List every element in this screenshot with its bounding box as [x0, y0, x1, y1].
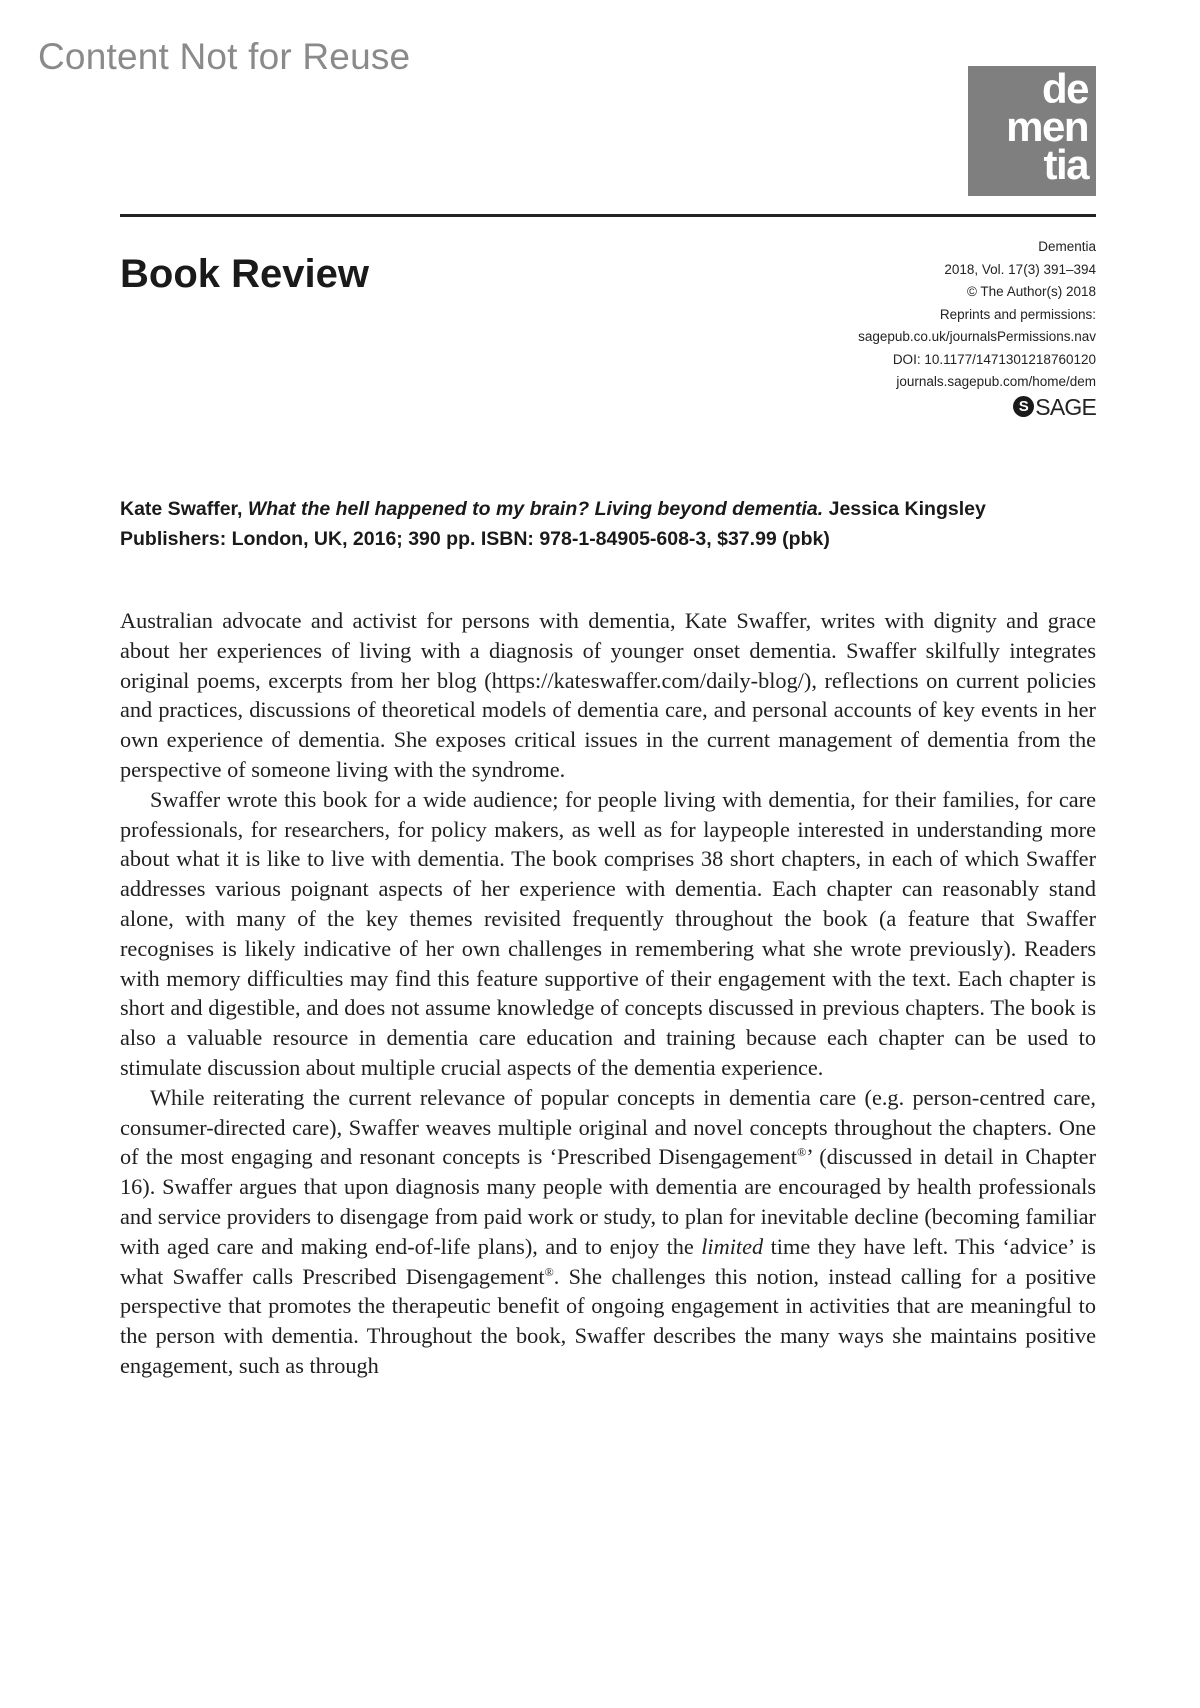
volume-info: 2018, Vol. 17(3) 391–394	[944, 261, 1096, 277]
logo-line-1: de	[1041, 65, 1088, 112]
section-title: Book Review	[120, 252, 369, 296]
sage-icon: S	[1013, 396, 1034, 417]
logo-line-3: tia	[1043, 141, 1088, 188]
journal-logo	[968, 66, 1096, 196]
paragraph-3-part-b: ’ (discussed in detail in Chapter 16). Swaffer argues that upon diagnosis many people with dementia are encouraged by health professionals and service providers to disengage from paid work or study, to plan for inevitable decline (becoming familiar with aged care and making end-of-life plans), and to enjoy the	[120, 1144, 1097, 1259]
permissions-link[interactable]: sagepub.co.uk/journalsPermissions.nav	[858, 329, 1096, 344]
review-body	[120, 606, 1096, 1381]
paragraph-3-part-d: . She challenges this notion, instead calling for a positive perspective that promotes the therapeutic benefit of ongoing engagement in activities that are meaningful to the person with dementia. Throughout the book, Swaffer describes the many ways she maintains positive engagement, such as through	[120, 1263, 1097, 1378]
reprints-label: Reprints and permissions:	[939, 306, 1096, 322]
paragraph-3-part-c: time they have left. This ‘advice’ is what Swaffer calls Prescribed Disengagement	[120, 1233, 1096, 1289]
registered-mark-2: ®	[544, 1264, 554, 1279]
book-citation	[120, 494, 1096, 554]
paragraph-2: Swaffer wrote this book for a wide audience; for people living with dementia, for their families, for care professionals, for researchers, for policy makers, as well as for laypeople interested in understanding more about what it is like to live with dementia. The book comprises 38 short chapters, in each of which Swaffer addresses various poignant aspects of her experience with dementia. Each chapter can reasonably stand alone, with many of the key themes revisited frequently throughout the book (a feature that Swaffer recognises is likely indicative of her own challenges in remembering what she wrote previously). Readers with memory difficulties may find this feature supportive of their engagement with the text. Each chapter is short and digestible, and does not assume knowledge of concepts discussed in previous chapters. The book is also a valuable resource in dementia care education and training because each chapter can be used to stimulate discussion about multiple crucial aspects of the dementia experience.	[120, 786, 1096, 1080]
doi[interactable]: DOI: 10.1177/1471301218760120	[892, 351, 1096, 367]
paragraph-3-part-a: While reiterating the current relevance of popular concepts in dementia care (e.g. person-centred care, consumer-directed care), Swaffer weaves multiple original and novel concepts throughout the chapters. One of the most engaging and resonant concepts is ‘Prescribed Disengagement	[120, 1084, 1096, 1170]
sage-wordmark: SAGE	[1035, 393, 1096, 420]
citation-title: What the hell happened to my brain? Living beyond dementia.	[247, 498, 824, 520]
header-rule	[120, 214, 1096, 217]
sage-logo	[1013, 393, 1096, 420]
article-metadata	[858, 236, 1096, 418]
journal-link[interactable]: journals.sagepub.com/home/dem	[896, 374, 1096, 389]
paragraph-1: Australian advocate and activist for persons with dementia, Kate Swaffer, writes with dignity and grace about her experiences of living with a diagnosis of younger onset dementia. Swaffer skilfully integrates original poems, excerpts from her blog (https://kateswaffer.com/daily-blog/), reflections on current policies and practices, discussions of theoretical models of dementia care, and personal accounts of key events in her own experience of dementia. She exposes critical issues in the current management of dementia from the perspective of someone living with the syndrome.	[120, 608, 1096, 782]
registered-mark: ®	[797, 1145, 807, 1160]
citation-details: Jessica Kingsley Publishers: London, UK, 2016; 390 pp. ISBN: 978-1-84905-608-3, $37.99 (pbk)	[120, 498, 986, 550]
logo-line-2: men	[1006, 103, 1088, 150]
watermark: Content Not for Reuse	[38, 36, 411, 77]
journal-name: Dementia	[1038, 239, 1096, 254]
emphasis-limited: limited	[701, 1233, 764, 1259]
copyright: © The Author(s) 2018	[966, 284, 1096, 299]
paragraph-3	[120, 1083, 1096, 1381]
citation-author: Kate Swaffer,	[120, 498, 248, 520]
